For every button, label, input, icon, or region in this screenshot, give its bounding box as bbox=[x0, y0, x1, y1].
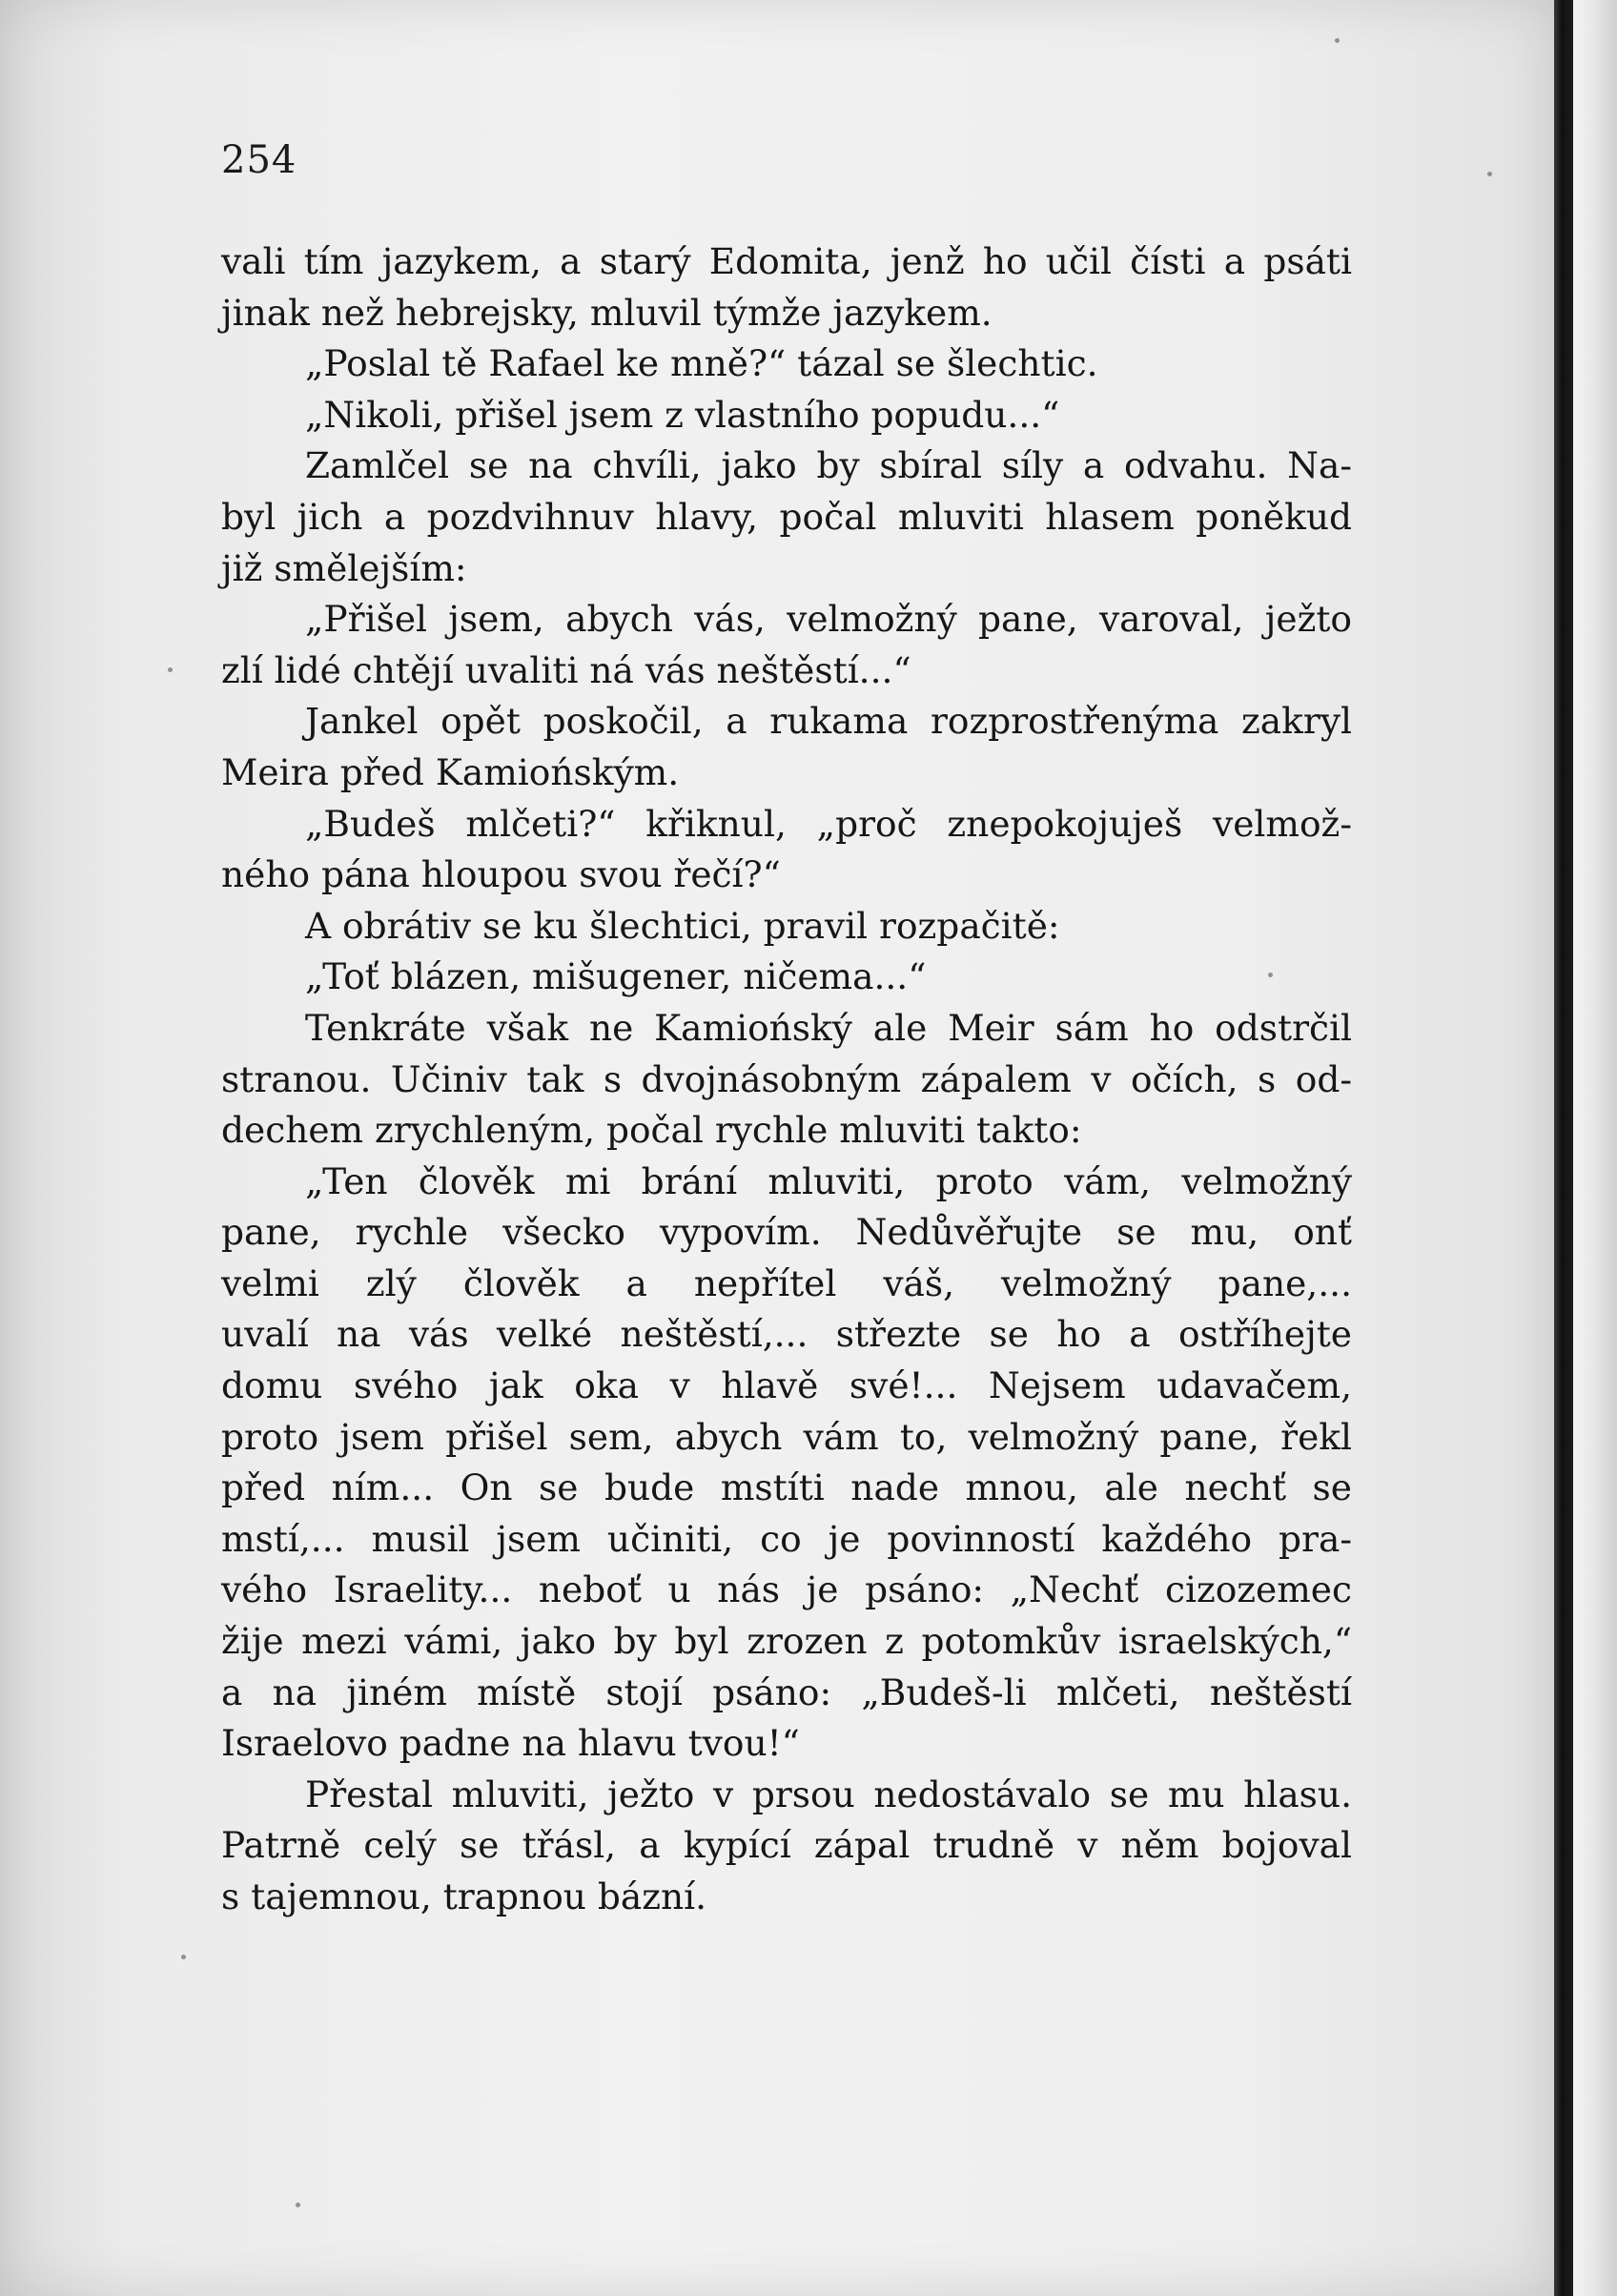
text-line: s tajemnou, trapnou bázní. bbox=[221, 1876, 707, 1917]
paper-speck bbox=[1268, 973, 1273, 977]
text-line: Meira před Kamiońským. bbox=[221, 750, 680, 793]
text-line: Zamlčel se na chvíli, jako by sbíral síly a odvahu. Na- bbox=[305, 444, 1352, 487]
text-line: domu svého jak oka v hlavě své!... Nejsem udavačem, bbox=[221, 1364, 1352, 1407]
text-line: Israelovo padne na hlavu tvou!“ bbox=[221, 1722, 800, 1765]
text-line: Tenkráte však ne Kamiońský ale Meir sám ho odstrčil bbox=[305, 1006, 1352, 1049]
adjacent-page-strip bbox=[1573, 0, 1617, 2296]
text-line: byl jich a pozdvihnuv hlavy, počal mluviti hlasem poněkud bbox=[221, 495, 1352, 538]
text-line: Přestal mluviti, ježto v prsou nedostávalo se mu hlasu. bbox=[305, 1773, 1352, 1815]
text-line: A obrátiv se ku šlechtici, pravil rozpačitě: bbox=[305, 904, 1060, 947]
text-line: proto jsem přišel sem, abych vám to, velmožný pane, řekl bbox=[221, 1415, 1352, 1458]
text-line: pane, rychle všecko vypovím. Nedůvěřujte se mu, onť bbox=[221, 1211, 1352, 1254]
paper-speck bbox=[1335, 38, 1340, 43]
paper-speck bbox=[296, 2203, 300, 2207]
text-line: vali tím jazykem, a starý Edomita, jenž ho učil čísti a psáti bbox=[221, 240, 1352, 282]
text-line: dechem zrychleným, počal rychle mluviti takto: bbox=[221, 1109, 1082, 1152]
text-line: „Toť blázen, mišugener, ničema...“ bbox=[305, 955, 927, 998]
page-edge-shadow bbox=[1554, 0, 1573, 2296]
text-line: mstí,... musil jsem učiniti, co je povinností každého pra- bbox=[221, 1517, 1352, 1560]
text-line: jinak než hebrejsky, mluvil týmže jazykem. bbox=[221, 291, 993, 334]
text-line: velmi zlý člověk a nepřítel váš, velmožný pane,... bbox=[221, 1261, 1352, 1304]
text-line: „Nikoli, přišel jsem z vlastního popudu...“ bbox=[305, 393, 1060, 436]
text-line: „Budeš mlčeti?“ křiknul, „proč znepokojuješ velmož- bbox=[305, 802, 1352, 845]
text-line: Patrně celý se třásl, a kypící zápal trudně v něm bojoval bbox=[221, 1824, 1352, 1867]
text-line: „Poslal tě Rafael ke mně?“ tázal se šlechtic. bbox=[305, 342, 1098, 385]
page-number: 254 bbox=[221, 138, 297, 182]
text-line: vého Israelity... neboť u nás je psáno: „Nechť cizozemec bbox=[221, 1568, 1352, 1611]
text-line: Jankel opět poskočil, a rukama rozprostřenýma zakryl bbox=[305, 700, 1352, 743]
text-line: před ním... On se bude mstíti nade mnou, ale nechť se bbox=[221, 1466, 1352, 1509]
text-line: „Přišel jsem, abych vás, velmožný pane, varoval, ježto bbox=[305, 598, 1352, 641]
text-line: a na jiném místě stojí psáno: „Budeš-li mlčeti, neštěstí bbox=[221, 1671, 1352, 1713]
paper-speck bbox=[1487, 172, 1492, 176]
paper-speck bbox=[181, 1955, 186, 1959]
text-line: zlí lidé chtějí uvaliti ná vás neštěstí...“ bbox=[221, 648, 911, 691]
text-line: žije mezi vámi, jako by byl zrozen z potomkův israelských,“ bbox=[221, 1620, 1352, 1663]
text-line: uvalí na vás velké neštěstí,... střezte se ho a ostříhejte bbox=[221, 1313, 1352, 1356]
paper-speck bbox=[168, 667, 173, 672]
text-line: již smělejším: bbox=[221, 546, 467, 589]
page-text bbox=[221, 236, 1352, 1923]
text-line: stranou. Učiniv tak s dvojnásobným zápalem v očích, s od- bbox=[221, 1057, 1352, 1100]
text-line: ného pána hloupou svou řečí?“ bbox=[221, 853, 781, 896]
text-line: „Ten člověk mi brání mluviti, proto vám, velmožný bbox=[305, 1159, 1352, 1202]
